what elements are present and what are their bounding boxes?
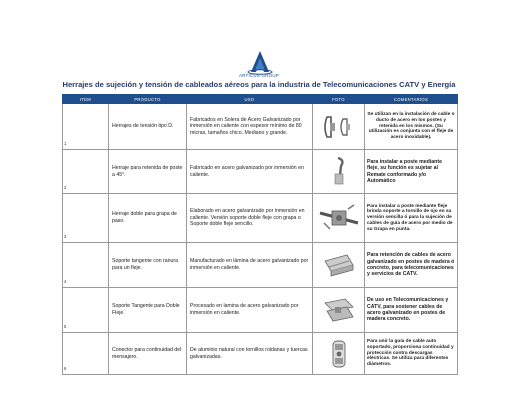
use-cell: Elaborado en acero galvanizado por inmersión en caliente. Versión soporte doble fleje con grapa o Soporte doble fleje sencillo.: [187, 194, 313, 243]
item-number: 5: [64, 324, 67, 330]
item-number: 3: [64, 234, 67, 240]
product-cell: Soporte Tangente para Doble Fleje.: [109, 288, 187, 333]
item-number: 6: [64, 366, 67, 372]
item-cell: [63, 194, 109, 243]
product-cell: Herraje doble para grapa de paso.: [109, 194, 187, 243]
column-header-uso: USO: [187, 95, 313, 104]
comment-cell: De uso en Telecomunicaciones y CATV, para sostener cables de acero galvanizado en postes de madera concreto.: [365, 288, 458, 333]
double-clamp-bracket-icon: [316, 203, 362, 233]
photo-cell: [313, 288, 365, 333]
photo-cell: [313, 194, 365, 243]
table-row: [63, 150, 458, 194]
comment-cell: Para unir la guía de cable auto soportado, proporciona continuidad y protección contra descargas eléctricas. Se utiliza para diferentes diámetros.: [365, 333, 458, 375]
use-cell: Fabricado en acero galvanizado por inmersión en caliente.: [187, 150, 313, 194]
use-cell: Manufacturado en lámina de acero galvanizado por inmersión en caliente.: [187, 243, 313, 288]
use-cell: Fabricados en Solera de Acero Galvanizado por inmersión en caliente con espesor mínimo de 80 micras, tamaños chico. Mediano y grande.: [187, 104, 313, 150]
d-tension-hardware-icon: [321, 113, 357, 141]
product-cell: Conector para continuidad del mensajero.: [109, 333, 187, 375]
column-header-foto: FOTO: [313, 95, 365, 104]
table-row: [63, 333, 458, 375]
photo-cell: [313, 333, 365, 375]
brand-name: ARTICUS GROUP: [238, 73, 280, 78]
item-cell: [63, 288, 109, 333]
item-cell: [63, 333, 109, 375]
photo-cell: [313, 150, 365, 194]
item-number: 4: [64, 279, 67, 285]
comment-cell: Se utilizan en la instalación de cable o ducto de acero en los postes y retenida en los mismos. (Su utilización es conjunta con el fleje de acero inoxidable).: [365, 104, 458, 150]
table-header-row: [63, 95, 458, 104]
comment-cell: Para retención de cables de acero galvanizado en postes de madera ó concreto, para telecomunicaciones y servicios de CATV.: [365, 243, 458, 288]
double-strap-support-icon: [319, 295, 359, 325]
item-cell: [63, 243, 109, 288]
tangent-support-icon: [319, 251, 359, 279]
table-row: [63, 288, 458, 333]
table-row: [63, 194, 458, 243]
use-cell: Procesado en lamina de acero galvanizado por inmersión en caliente.: [187, 288, 313, 333]
product-cell: Herrajes de tensión tipo D.: [109, 104, 187, 150]
guy-hook-icon: [329, 156, 349, 188]
column-header-item: ITEM: [63, 95, 109, 104]
item-number: 2: [64, 185, 67, 191]
table-row: [63, 243, 458, 288]
product-cell: Herraje para retenida de poste a 45°.: [109, 150, 187, 194]
photo-cell: [313, 243, 365, 288]
use-cell: De aluminio natural con tornillos roldanas y tuercas galvanizadas.: [187, 333, 313, 375]
comment-cell: Para instalar a poste mediante fleje, su función es sujetar al Remate conformado y/o Automático: [365, 150, 458, 194]
item-cell: [63, 104, 109, 150]
column-header-producto: PRODUCTO: [109, 95, 187, 104]
item-number: 1: [64, 141, 67, 147]
page-title: Herrajes de sujeción y tensión de cableados aéreos para la industria de Telecomunicaciones CATV y Energía: [62, 80, 456, 89]
product-cell: Soporte tangente con ranura para un fleje.: [109, 243, 187, 288]
table-row: [63, 104, 458, 150]
comment-cell: Para instalar a poste mediante fleje brinda soporte a tornillo de ojo en su versión sencilla ó para la sujeción de cables de guía de acero por medio de su Grapa en punta.: [365, 194, 458, 243]
column-header-comentarios: COMENTARIOS: [365, 95, 458, 104]
messenger-connector-icon: [326, 338, 352, 370]
item-cell: [63, 150, 109, 194]
hardware-table: [62, 94, 458, 375]
photo-cell: [313, 104, 365, 150]
